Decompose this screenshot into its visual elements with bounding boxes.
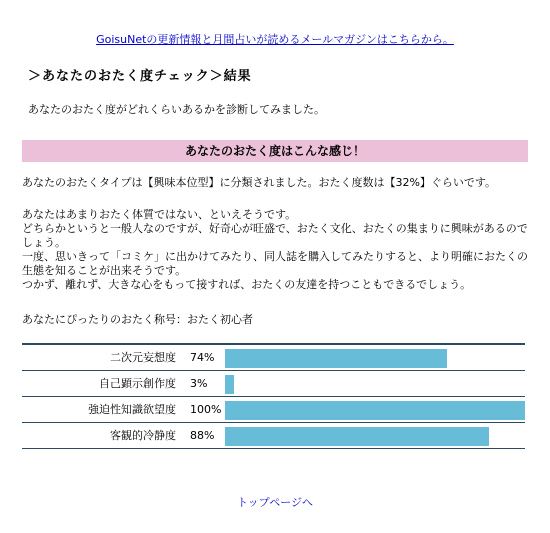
score-label: 自己顕示創作度: [99, 377, 176, 390]
score-bar-chart: [22, 343, 525, 449]
score-bar: [225, 375, 234, 394]
score-percent: 100%: [190, 403, 222, 416]
description-line: つかず、離れず、大きな心をもって接すれば、おたくの友達を持つこともできるでしょう。: [22, 278, 472, 291]
score-bar-track: [225, 375, 525, 394]
page-title: ＞あなたのおたく度チェック＞結果: [28, 69, 252, 84]
score-bar-track: [225, 427, 525, 446]
score-row: [22, 397, 525, 423]
result-type-line: あなたのおたくタイプは【興味本位型】に分類されました。おたく度数は【32%】ぐらいです。: [22, 176, 497, 189]
top-page-link[interactable]: トップページへ: [236, 496, 313, 509]
score-label: 二次元妄想度: [110, 351, 176, 364]
score-label: 強迫性知識欲望度: [88, 403, 176, 416]
score-bar-track: [225, 349, 525, 368]
score-row: [22, 371, 525, 397]
score-bar: [225, 427, 489, 446]
mail-magazine-link[interactable]: GoisuNetの更新情報と月間占いが読めるメールマガジンはこちらから。: [96, 33, 454, 46]
description-line: どちらかというと一般人なのですが、好奇心が旺盛で、おたく文化、おたくの集まりに興味があるのでしょう。: [22, 222, 528, 249]
score-bar: [225, 401, 525, 420]
score-label: 客観的冷静度: [110, 429, 176, 442]
score-percent: 3%: [190, 377, 208, 390]
score-bar-track: [225, 401, 525, 420]
score-row: [22, 345, 525, 371]
otaku-title-line: あなたにぴったりのおたく称号：おたく初心者: [22, 313, 253, 326]
score-percent: 88%: [190, 429, 215, 442]
description-line: あなたはあまりおたく体質ではない、といえそうです。: [22, 208, 297, 221]
score-percent: 74%: [190, 351, 215, 364]
intro-text: あなたのおたく度がどれくらいあるかを診断してみました。: [28, 103, 325, 116]
score-row: [22, 423, 525, 449]
result-banner: あなたのおたく度はこんな感じ！: [22, 140, 528, 162]
description-line: 一度、思いきって「コミケ」に出かけてみたり、同人誌を購入してみたりすると、より明確におたくの生態を知ることが出来そうです。: [22, 250, 528, 277]
score-bar: [225, 349, 447, 368]
result-description: [22, 208, 528, 292]
